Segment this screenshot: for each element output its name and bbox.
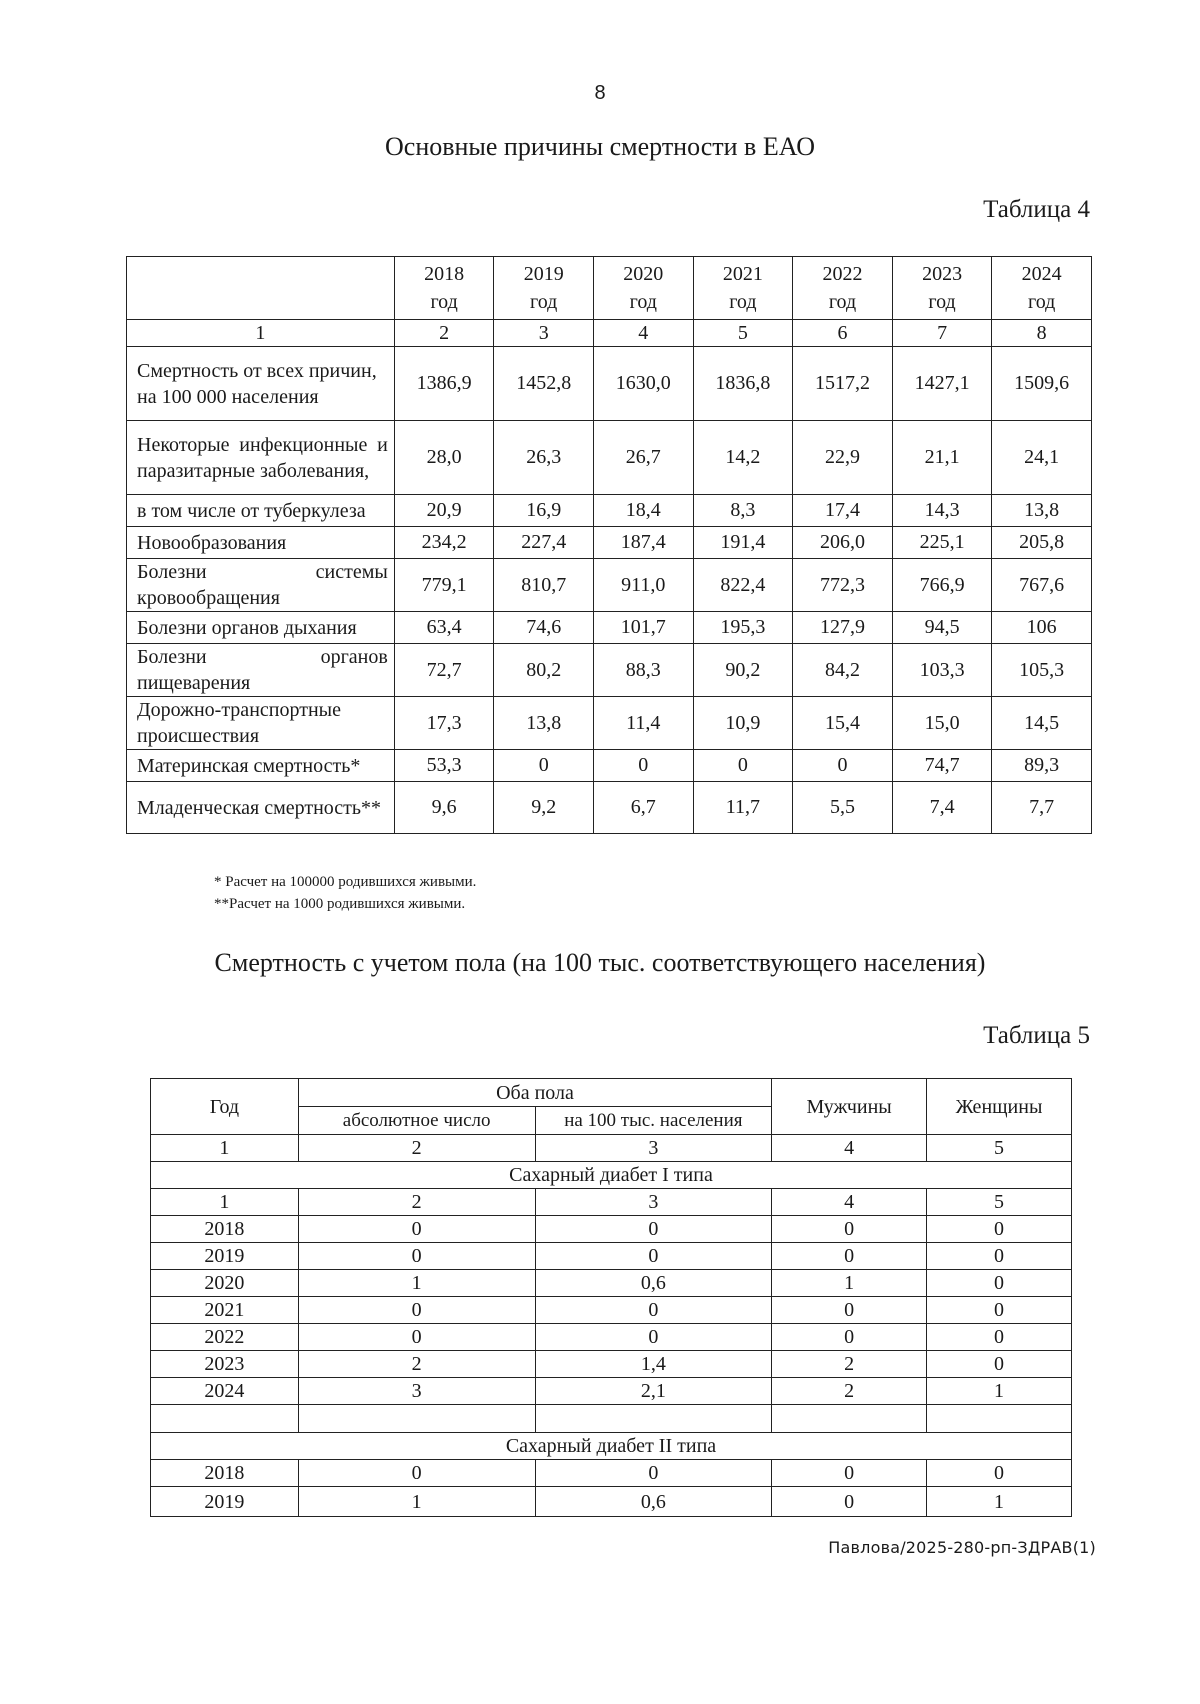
value-cell: 0	[927, 1297, 1072, 1324]
value-cell: 105,3	[992, 644, 1092, 697]
year-header: 2019 год	[494, 257, 594, 320]
value-cell: 0	[494, 750, 594, 782]
table-row	[127, 612, 1092, 644]
value-cell: 0	[927, 1460, 1072, 1487]
value-cell: 779,1	[394, 559, 494, 612]
column-number: 5	[693, 320, 793, 347]
value-cell: 1427,1	[892, 347, 992, 421]
header-men: Мужчины	[772, 1079, 927, 1135]
group-title: Сахарный диабет I типа	[151, 1162, 1072, 1189]
value-cell: 0	[298, 1324, 535, 1351]
header-absolute: абсолютное число	[298, 1107, 535, 1135]
value-cell: 1	[298, 1270, 535, 1297]
value-cell: 766,9	[892, 559, 992, 612]
value-cell: 0	[927, 1324, 1072, 1351]
footnote-maternal: * Расчет на 100000 родившихся живыми.	[214, 874, 477, 890]
column-number: 3	[494, 320, 594, 347]
section-title-mortality-by-sex: Смертность с учетом пола (на 100 тыс. соответствующего населения)	[214, 948, 986, 977]
row-label: в том числе от туберкулеза	[127, 495, 395, 527]
value-cell: 0	[927, 1216, 1072, 1243]
table-row	[127, 782, 1092, 834]
year-cell: 2018	[151, 1216, 299, 1243]
column-number-row	[127, 320, 1092, 347]
value-cell: 53,3	[394, 750, 494, 782]
value-cell: 0	[535, 1324, 772, 1351]
value-cell: 8,3	[693, 495, 793, 527]
row-label: Некоторые инфекционные и паразитарные заболевания,	[127, 421, 395, 495]
value-cell: 21,1	[892, 421, 992, 495]
value-cell: 1	[927, 1487, 1072, 1517]
group-title: Сахарный диабет II типа	[151, 1433, 1072, 1460]
column-number: 1	[151, 1189, 299, 1216]
year-cell: 2018	[151, 1460, 299, 1487]
value-cell: 14,3	[892, 495, 992, 527]
value-cell: 1386,9	[394, 347, 494, 421]
year-cell: 2020	[151, 1270, 299, 1297]
column-number: 3	[535, 1189, 772, 1216]
value-cell: 80,2	[494, 644, 594, 697]
group-title-row	[151, 1433, 1072, 1460]
year-header-row	[127, 257, 1092, 320]
value-cell: 2	[772, 1378, 927, 1405]
year-cell: 2021	[151, 1297, 299, 1324]
year-header: 2024 год	[992, 257, 1092, 320]
value-cell: 0	[298, 1460, 535, 1487]
year-cell: 2019	[151, 1243, 299, 1270]
value-cell: 15,4	[793, 697, 893, 750]
value-cell: 20,9	[394, 495, 494, 527]
value-cell: 89,3	[992, 750, 1092, 782]
value-cell: 88,3	[593, 644, 693, 697]
table-row	[151, 1243, 1072, 1270]
value-cell: 1452,8	[494, 347, 594, 421]
value-cell: 18,4	[593, 495, 693, 527]
table-row	[151, 1378, 1072, 1405]
header-year: Год	[151, 1079, 299, 1135]
table-row	[127, 527, 1092, 559]
value-cell: 94,5	[892, 612, 992, 644]
column-number: 6	[793, 320, 893, 347]
value-cell: 205,8	[992, 527, 1092, 559]
value-cell: 1,4	[535, 1351, 772, 1378]
value-cell: 206,0	[793, 527, 893, 559]
value-cell: 24,1	[992, 421, 1092, 495]
column-number: 5	[927, 1189, 1072, 1216]
value-cell: 1	[772, 1270, 927, 1297]
column-number: 4	[772, 1189, 927, 1216]
header-row	[151, 1079, 1072, 1107]
row-label: Младенческая смертность**	[127, 782, 395, 834]
value-cell: 6,7	[593, 782, 693, 834]
table-row	[127, 495, 1092, 527]
value-cell: 0	[298, 1297, 535, 1324]
row-label: Болезни органов дыхания	[127, 612, 395, 644]
value-cell: 0	[772, 1460, 927, 1487]
value-cell: 0	[593, 750, 693, 782]
column-number: 4	[772, 1135, 927, 1162]
table-row	[151, 1270, 1072, 1297]
year-header: 2023 год	[892, 257, 992, 320]
table-row	[151, 1324, 1072, 1351]
value-cell: 0	[772, 1243, 927, 1270]
value-cell: 9,2	[494, 782, 594, 834]
value-cell: 0	[535, 1297, 772, 1324]
group-title-row	[151, 1162, 1072, 1189]
value-cell: 2	[298, 1351, 535, 1378]
table-row	[127, 644, 1092, 697]
column-number: 5	[927, 1135, 1072, 1162]
year-cell: 2024	[151, 1378, 299, 1405]
empty-cell	[298, 1405, 535, 1433]
value-cell: 16,9	[494, 495, 594, 527]
value-cell: 0	[927, 1243, 1072, 1270]
value-cell: 17,4	[793, 495, 893, 527]
value-cell: 3	[298, 1378, 535, 1405]
causes-of-death-table	[126, 256, 1092, 834]
value-cell: 0	[927, 1270, 1072, 1297]
value-cell: 187,4	[593, 527, 693, 559]
value-cell: 7,4	[892, 782, 992, 834]
value-cell: 0	[772, 1324, 927, 1351]
value-cell: 1	[927, 1378, 1072, 1405]
value-cell: 11,7	[693, 782, 793, 834]
value-cell: 13,8	[992, 495, 1092, 527]
value-cell: 911,0	[593, 559, 693, 612]
value-cell: 1836,8	[693, 347, 793, 421]
column-number: 2	[394, 320, 494, 347]
value-cell: 1517,2	[793, 347, 893, 421]
value-cell: 17,3	[394, 697, 494, 750]
year-header: 2022 год	[793, 257, 893, 320]
value-cell: 9,6	[394, 782, 494, 834]
value-cell: 0	[927, 1351, 1072, 1378]
value-cell: 822,4	[693, 559, 793, 612]
value-cell: 0	[772, 1487, 927, 1517]
value-cell: 227,4	[494, 527, 594, 559]
column-number: 1	[127, 320, 395, 347]
value-cell: 14,2	[693, 421, 793, 495]
corner-cell	[127, 257, 395, 320]
column-number-row	[151, 1135, 1072, 1162]
column-number: 8	[992, 320, 1092, 347]
empty-cell	[772, 1405, 927, 1433]
value-cell: 101,7	[593, 612, 693, 644]
table-row	[127, 697, 1092, 750]
value-cell: 810,7	[494, 559, 594, 612]
column-number: 4	[593, 320, 693, 347]
table-row	[151, 1351, 1072, 1378]
value-cell: 772,3	[793, 559, 893, 612]
value-cell: 1630,0	[593, 347, 693, 421]
year-cell: 2022	[151, 1324, 299, 1351]
mortality-by-sex-table	[150, 1078, 1072, 1517]
header-per-100k: на 100 тыс. населения	[535, 1107, 772, 1135]
value-cell: 90,2	[693, 644, 793, 697]
row-label: Болезни системы кровообращения	[127, 559, 395, 612]
table-row	[127, 750, 1092, 782]
value-cell: 0	[772, 1216, 927, 1243]
header-both-sexes: Оба пола	[298, 1079, 771, 1107]
value-cell: 7,7	[992, 782, 1092, 834]
value-cell: 0,6	[535, 1270, 772, 1297]
table-row	[127, 559, 1092, 612]
value-cell: 14,5	[992, 697, 1092, 750]
column-number: 1	[151, 1135, 299, 1162]
year-header: 2020 год	[593, 257, 693, 320]
value-cell: 2	[772, 1351, 927, 1378]
empty-cell	[535, 1405, 772, 1433]
value-cell: 767,6	[992, 559, 1092, 612]
value-cell: 28,0	[394, 421, 494, 495]
column-number: 2	[298, 1189, 535, 1216]
value-cell: 0	[298, 1216, 535, 1243]
table-row	[151, 1460, 1072, 1487]
table-row	[151, 1297, 1072, 1324]
value-cell: 106	[992, 612, 1092, 644]
value-cell: 0	[535, 1243, 772, 1270]
table-row	[151, 1216, 1072, 1243]
value-cell: 127,9	[793, 612, 893, 644]
row-label: Смертность от всех причин, на 100 000 населения	[127, 347, 395, 421]
value-cell: 234,2	[394, 527, 494, 559]
value-cell: 2,1	[535, 1378, 772, 1405]
row-label: Новообразования	[127, 527, 395, 559]
value-cell: 74,7	[892, 750, 992, 782]
value-cell: 15,0	[892, 697, 992, 750]
value-cell: 191,4	[693, 527, 793, 559]
year-cell: 2023	[151, 1351, 299, 1378]
value-cell: 0	[793, 750, 893, 782]
row-label: Дорожно-транспортные происшествия	[127, 697, 395, 750]
value-cell: 5,5	[793, 782, 893, 834]
table-row	[127, 421, 1092, 495]
value-cell: 13,8	[494, 697, 594, 750]
table-row	[151, 1487, 1072, 1517]
table-5-caption: Таблица 5	[983, 1022, 1090, 1049]
row-label: Болезни органов пищеварения	[127, 644, 395, 697]
value-cell: 195,3	[693, 612, 793, 644]
value-cell: 10,9	[693, 697, 793, 750]
empty-cell	[151, 1405, 299, 1433]
column-number: 7	[892, 320, 992, 347]
value-cell: 72,7	[394, 644, 494, 697]
document-reference: Павлова/2025-280-рп-ЗДРАВ(1)	[828, 1538, 1096, 1557]
column-number-row	[151, 1189, 1072, 1216]
footnote-infant: **Расчет на 1000 родившихся живыми.	[214, 896, 466, 912]
header-women: Женщины	[927, 1079, 1072, 1135]
value-cell: 22,9	[793, 421, 893, 495]
row-label: Материнская смертность*	[127, 750, 395, 782]
value-cell: 26,3	[494, 421, 594, 495]
empty-row	[151, 1405, 1072, 1433]
value-cell: 103,3	[892, 644, 992, 697]
value-cell: 63,4	[394, 612, 494, 644]
table-4-caption: Таблица 4	[983, 196, 1090, 223]
value-cell: 0	[535, 1460, 772, 1487]
value-cell: 0	[535, 1216, 772, 1243]
value-cell: 0	[298, 1243, 535, 1270]
value-cell: 11,4	[593, 697, 693, 750]
value-cell: 1509,6	[992, 347, 1092, 421]
column-number: 2	[298, 1135, 535, 1162]
value-cell: 0	[693, 750, 793, 782]
empty-cell	[927, 1405, 1072, 1433]
section-title-causes-of-death: Основные причины смертности в ЕАО	[385, 132, 815, 161]
page-number: 8	[594, 82, 606, 104]
table-row	[127, 347, 1092, 421]
value-cell: 0	[772, 1297, 927, 1324]
year-header: 2021 год	[693, 257, 793, 320]
value-cell: 26,7	[593, 421, 693, 495]
value-cell: 225,1	[892, 527, 992, 559]
value-cell: 0,6	[535, 1487, 772, 1517]
year-cell: 2019	[151, 1487, 299, 1517]
year-header: 2018 год	[394, 257, 494, 320]
value-cell: 84,2	[793, 644, 893, 697]
column-number: 3	[535, 1135, 772, 1162]
value-cell: 74,6	[494, 612, 594, 644]
value-cell: 1	[298, 1487, 535, 1517]
